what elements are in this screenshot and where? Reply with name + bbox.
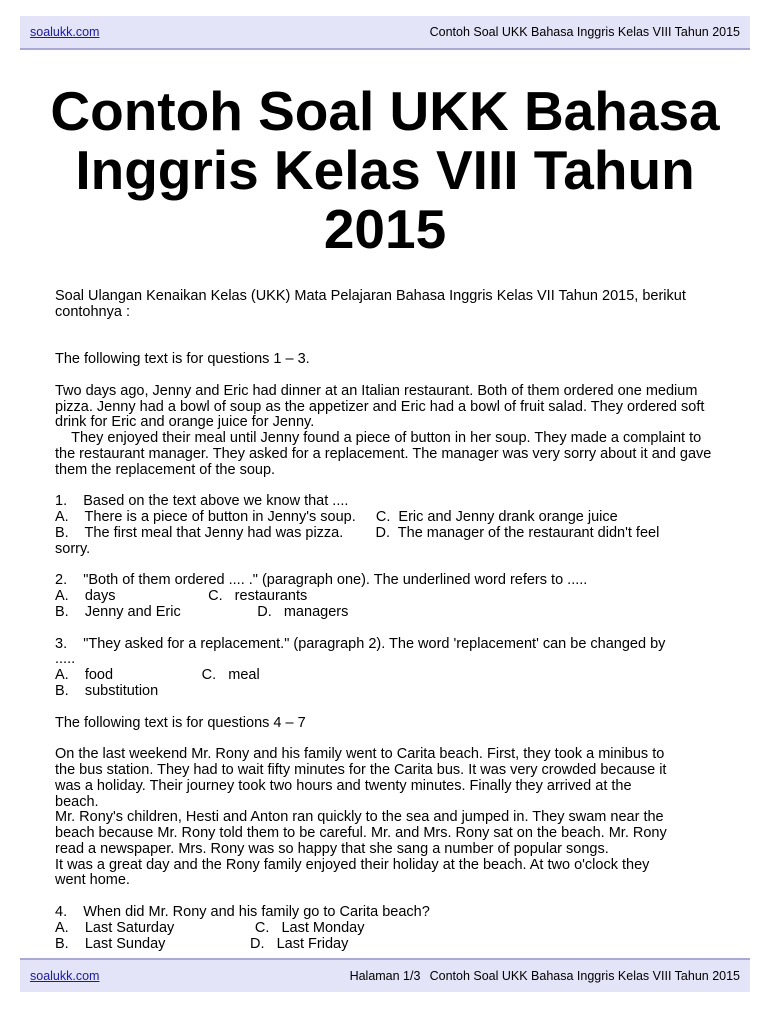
question-1-options-bd: B. The first meal that Jenny had was pizza. D. The manager of the restaurant didn't feel [55, 524, 660, 541]
question-3-options-ac: A. food C. meal [55, 667, 260, 684]
title-line-1: Contoh Soal UKK [50, 80, 509, 142]
text2-line: beach because Mr. Rony told them to be careful. Mr. and Mrs. Rony sat on the beach. Mr. Rony [55, 825, 667, 842]
text2-line: read a newspaper. Mrs. Rony was so happy that she sang a number of popular songs. [55, 840, 609, 857]
text1-paragraph-2: They enjoyed their meal until Jenny found a piece of button in her soup. They made a complaint to the restaurant manager. They asked for a replacement. The manager was very sorry about it and gave them the replacement of the soup. [55, 430, 716, 478]
header-site-link[interactable]: soalukk.com [30, 25, 100, 39]
title-line-3: VIII Tahun 2015 [323, 139, 695, 260]
title-line-2: Bahasa Inggris Kelas [75, 80, 720, 201]
question-2-stem: 2. "Both of them ordered .... ." (paragraph one). The underlined word refers to ..... [55, 572, 588, 589]
question-3-stem-cont: ..... [55, 651, 76, 668]
text1-paragraph-1: Two days ago, Jenny and Eric had dinner at an Italian restaurant. Both of them ordered one medium pizza. Jenny had a bowl of soup as the appetizer and Eric had a bowl of fruit salad. They ordered soft drink for Eric and orange juice for Jenny. [55, 382, 705, 431]
question-2 [55, 573, 725, 620]
question-4-stem: 4. When did Mr. Rony and his family go to Carita beach? [55, 904, 430, 921]
text2-line: It was a great day and the Rony family enjoyed their holiday at the beach. At two o'clock they [55, 856, 650, 873]
question-4-options-ac: A. Last Saturday C. Last Monday [55, 919, 365, 936]
page-footer [20, 958, 750, 992]
question-3-options-b: B. substitution [55, 682, 159, 699]
text1-heading: The following text is for questions 1 – 3. [55, 351, 310, 368]
footer-site-link[interactable]: soalukk.com [30, 969, 100, 983]
question-4-options-bd: B. Last Sunday D. Last Friday [55, 935, 349, 952]
question-2-options-bd: B. Jenny and Eric D. managers [55, 603, 349, 620]
footer-doc-title: Contoh Soal UKK Bahasa Inggris Kelas VIII Tahun 2015 [429, 969, 740, 983]
text2-line: went home. [55, 872, 130, 889]
question-1-options-bd-cont: sorry. [55, 540, 91, 557]
document-title [40, 82, 730, 259]
text2-line: On the last weekend Mr. Rony and his family went to Carita beach. First, they took a minibus to [55, 746, 665, 763]
text1-passage [55, 384, 725, 479]
question-4 [55, 905, 725, 952]
question-3 [55, 637, 725, 700]
intro-paragraph: Soal Ulangan Kenaikan Kelas (UKK) Mata Pelajaran Bahasa Inggris Kelas VII Tahun 2015, berikut contohnya : [55, 288, 686, 320]
footer-page-number: Halaman 1/3 [349, 969, 421, 983]
text2-line: was a holiday. Their journey took two hours and twenty minutes. Finally they arrived at the [55, 777, 632, 794]
text2-line: Mr. Rony's children, Hesti and Anton ran quickly to the sea and jumped in. They swam near the [55, 809, 664, 826]
document-body [55, 289, 725, 952]
text2-line: the bus station. They had to wait fifty minutes for the Carita bus. It was very crowded because it [55, 761, 667, 778]
question-1-options-ac: A. There is a piece of button in Jenny's soup. C. Eric and Jenny drank orange juice [55, 509, 618, 526]
question-3-stem: 3. "They asked for a replacement." (paragraph 2). The word 'replacement' can be changed by [55, 635, 666, 652]
text2-line: beach. [55, 793, 99, 810]
page-header [20, 16, 750, 50]
text2-heading: The following text is for questions 4 – 7 [55, 714, 306, 731]
question-1-stem: 1. Based on the text above we know that .... [55, 493, 349, 510]
text2-passage [55, 747, 725, 889]
header-doc-title: Contoh Soal UKK Bahasa Inggris Kelas VIII Tahun 2015 [429, 25, 740, 39]
question-2-options-ac: A. days C. restaurants [55, 588, 308, 605]
question-1 [55, 494, 725, 557]
